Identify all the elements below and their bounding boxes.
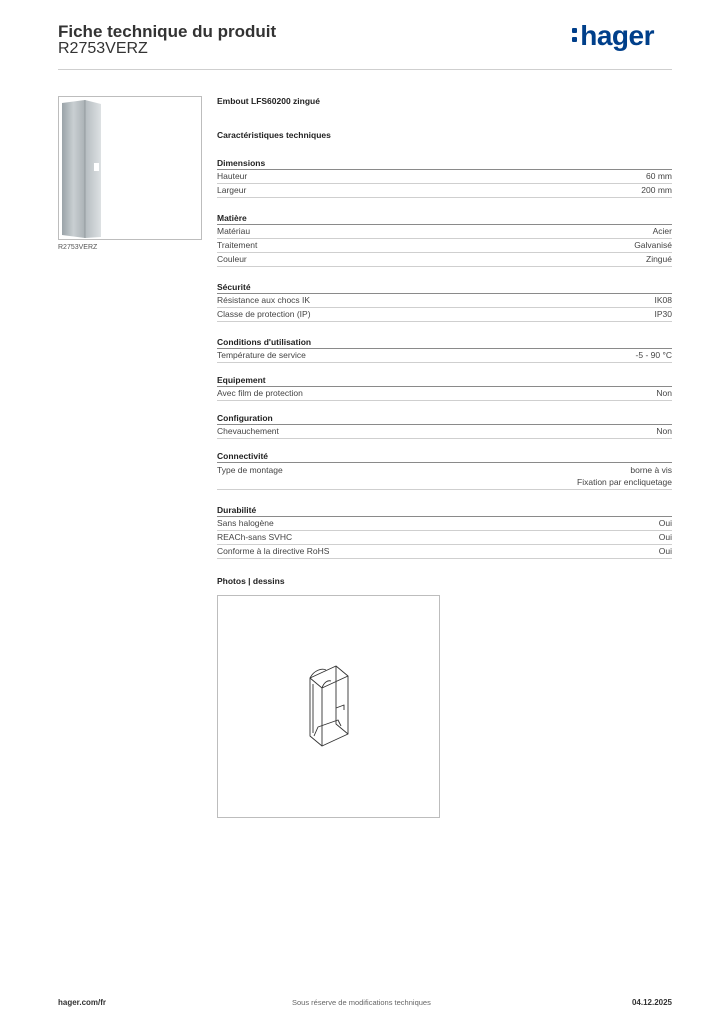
spec-group-conditions [217,336,672,363]
spec-label: Matériau [217,226,251,236]
spec-row [217,425,672,439]
spec-value: Fixation par encliquetage [577,477,672,487]
spec-label: REACh-sans SVHC [217,532,293,542]
spec-group-connectivity [217,450,672,490]
group-title: Dimensions [217,157,672,170]
spec-value: Zingué [646,254,672,264]
spec-value-list [577,464,672,488]
spec-row [217,517,672,531]
technical-drawing [217,595,440,818]
spec-value: 60 mm [646,171,672,181]
spec-row [217,239,672,253]
spec-label: Traitement [217,240,258,250]
spec-group-dimensions [217,157,672,198]
logo-dots-icon [572,24,578,44]
photo-caption: R2753VERZ [58,244,98,251]
product-name: Embout LFS60200 zingué [217,96,320,106]
product-reference: R2753VERZ [58,40,148,57]
spec-label: Sans halogène [217,518,274,528]
spec-label: Résistance aux chocs IK [217,295,311,305]
group-title: Configuration [217,412,672,425]
document-title: Fiche technique du produit [58,22,277,41]
hager-logo [572,20,654,52]
footer-website[interactable]: hager.com/fr [58,998,107,1007]
photos-section-title: Photos | dessins [217,576,285,586]
line-drawing-icon [218,596,441,819]
spec-value: Oui [658,518,672,528]
product-photo [58,96,202,240]
group-title: Connectivité [217,450,672,463]
spec-label: Avec film de protection [217,388,303,398]
group-title: Equipement [217,374,672,387]
spec-row [217,531,672,545]
spec-row [217,308,672,322]
spec-value: Oui [658,532,672,542]
spec-row [217,170,672,184]
spec-label: Largeur [217,185,247,195]
spec-row [217,387,672,401]
page-header [58,20,672,70]
spec-row [217,225,672,239]
spec-value: Oui [658,546,672,556]
group-title: Matière [217,212,672,225]
spec-group-durability [217,504,672,559]
spec-value: Acier [652,226,672,236]
spec-row [217,253,672,267]
group-title: Sécurité [217,281,672,294]
footer-date: 04.12.2025 [631,998,672,1007]
spec-value: Non [656,426,672,436]
group-title: Durabilité [217,504,672,517]
spec-row [217,545,672,559]
spec-value: IK08 [654,295,672,305]
spec-label: Conforme à la directive RoHS [217,546,330,556]
spec-row [217,294,672,308]
product-image-icon [59,97,203,241]
specifications-panel [217,96,672,559]
spec-row [217,349,672,363]
spec-value: Non [656,388,672,398]
spec-label: Hauteur [217,171,248,181]
spec-label: Classe de protection (IP) [217,309,311,319]
group-title: Conditions d'utilisation [217,336,672,349]
spec-label: Chevauchement [217,426,279,436]
spec-row [217,463,672,490]
footer-disclaimer: Sous réserve de modifications techniques [292,998,431,1007]
logo-text: hager [580,20,654,51]
spec-group-material [217,212,672,267]
spec-label: Température de service [217,350,306,360]
spec-value: -5 - 90 °C [635,350,672,360]
spec-group-configuration [217,412,672,439]
spec-value: IP30 [654,309,672,319]
spec-group-security [217,281,672,322]
spec-row [217,184,672,198]
spec-value: Galvanisé [634,240,672,250]
spec-heading: Caractéristiques techniques [217,130,331,140]
spec-label: Type de montage [217,465,283,475]
spec-value: 200 mm [641,185,672,195]
spec-group-equipment [217,374,672,401]
spec-label: Couleur [217,254,247,264]
spec-value: borne à vis [630,465,672,475]
